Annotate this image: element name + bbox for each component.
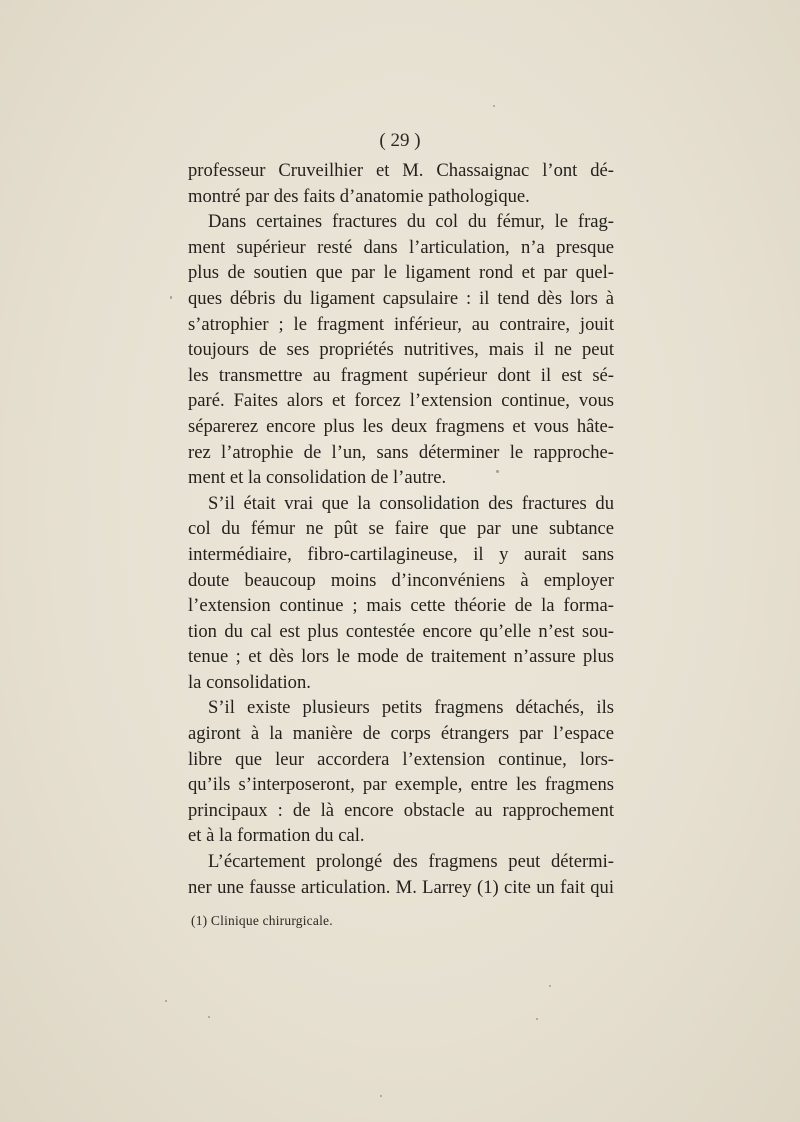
paper-speck: [496, 470, 499, 473]
page-number: ( 29 ): [379, 130, 421, 151]
text-line: principaux : de là encore obstacle au rapprochement: [188, 799, 614, 821]
text-line: ment et la consolidation de l’autre.: [188, 467, 447, 489]
text-line: les transmettre au fragment supérieur dont il est sé-: [188, 364, 614, 386]
text-line: ques débris du ligament capsulaire : il tend dès lors à: [188, 287, 614, 309]
text-line: doute beaucoup moins d’inconvéniens à employer: [188, 569, 614, 591]
text-line: montré par des faits d’anatomie pathologique.: [188, 185, 530, 207]
paper-speck: [380, 1095, 382, 1097]
text-line: toujours de ses propriétés nutritives, mais il ne peut: [188, 339, 614, 361]
text-line: et à la formation du cal.: [188, 825, 365, 847]
text-line: paré. Faites alors et forcez l’extension continue, vous: [188, 390, 614, 412]
text-line: agiront à la manière de corps étrangers par l’espace: [188, 723, 614, 745]
text-line: la consolidation.: [188, 671, 311, 693]
text-line: rez l’atrophie de l’un, sans déterminer le rapproche-: [188, 441, 614, 463]
text-line: L’écartement prolongé des fragmens peut détermi-: [208, 851, 614, 873]
body-text: [188, 158, 614, 900]
text-line: qu’ils s’interposeront, par exemple, entre les fragmens: [188, 774, 614, 796]
text-line: tion du cal est plus contestée encore qu’elle n’est sou-: [188, 620, 614, 642]
text-line: S’il était vrai que la consolidation des fractures du: [208, 492, 614, 514]
text-line: Dans certaines fractures du col du fémur, le frag-: [208, 211, 614, 233]
text-line: intermédiaire, fibro-cartilagineuse, il y aurait sans: [188, 543, 614, 565]
footnote: (1) Clinique chirurgicale.: [191, 913, 333, 928]
text-line: s’atrophier ; le fragment inférieur, au contraire, jouit: [188, 313, 614, 335]
text-line: col du fémur ne pût se faire que par une subtance: [188, 518, 614, 540]
text-line: séparerez encore plus les deux fragmens et vous hâte-: [188, 415, 614, 437]
paper-speck: [208, 1016, 210, 1018]
text-line: S’il existe plusieurs petits fragmens détachés, ils: [208, 697, 614, 719]
text-line: ment supérieur resté dans l’articulation, n’a presque: [188, 236, 614, 258]
text-line: tenue ; et dès lors le mode de traitement n’assure plus: [188, 646, 614, 668]
text-line: l’extension continue ; mais cette théorie de la forma-: [188, 595, 614, 617]
text-line: professeur Cruveilhier et M. Chassaignac l’ont dé-: [188, 160, 614, 181]
text-line: plus de soutien que par le ligament rond et par quel-: [188, 262, 614, 284]
paper-speck: [549, 985, 551, 987]
paper-speck: [493, 105, 495, 107]
paper-speck: [536, 1018, 538, 1020]
paper-speck: [165, 1000, 167, 1002]
text-line: ner une fausse articulation. M. Larrey (1) cite un fait qui: [188, 876, 614, 898]
text-line: libre que leur accordera l’extension continue, lors-: [188, 748, 614, 770]
paper-speck: [170, 296, 172, 299]
